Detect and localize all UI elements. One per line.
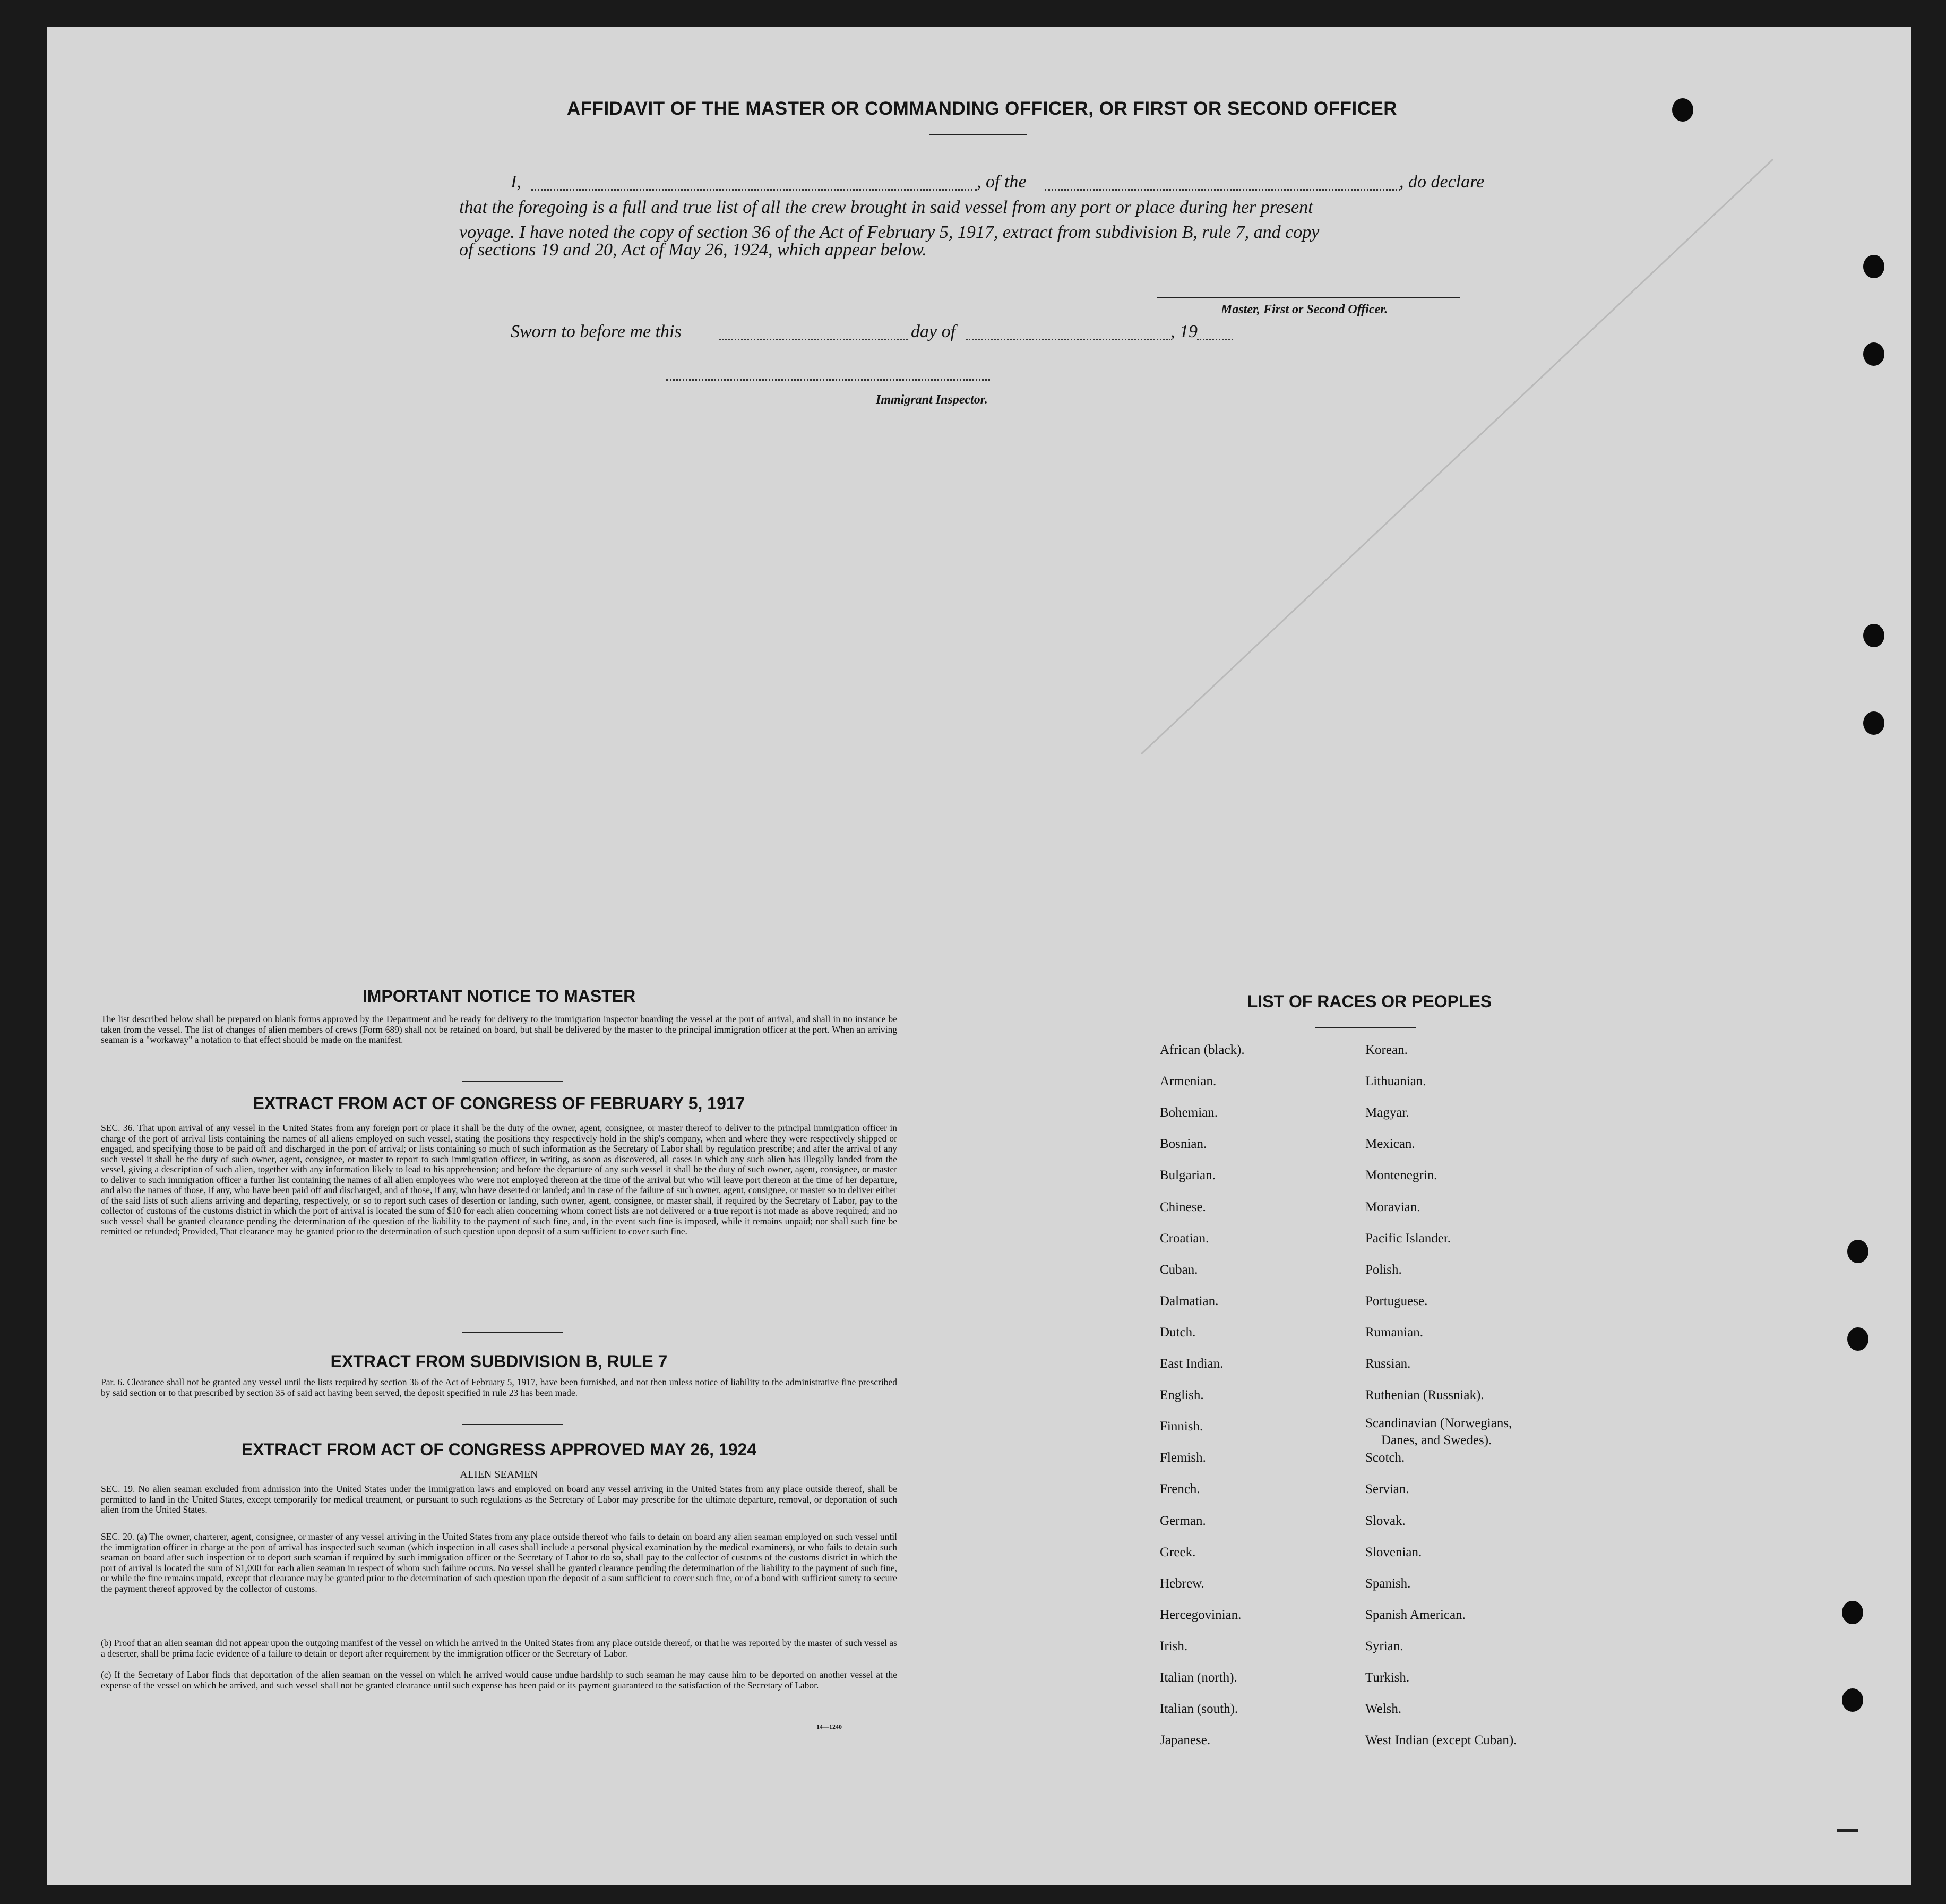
race-item: Ruthenian (Russniak). [1365, 1388, 1484, 1403]
races-left-column [1160, 1043, 1383, 1754]
race-item: Hebrew. [1160, 1576, 1204, 1591]
race-item: Lithuanian. [1365, 1074, 1426, 1089]
extract-rule7-title: EXTRACT FROM SUBDIVISION B, RULE 7 [330, 1352, 668, 1371]
race-item: East Indian. [1160, 1357, 1224, 1371]
race-item: Dutch. [1160, 1325, 1196, 1340]
race-item: Servian. [1365, 1482, 1409, 1497]
race-item: Portuguese. [1365, 1293, 1428, 1308]
notice-title: IMPORTANT NOTICE TO MASTER [362, 987, 636, 1006]
race-item: Flemish. [1160, 1451, 1206, 1465]
race-item: Rumanian. [1365, 1325, 1424, 1340]
race-item: Dalmatian. [1160, 1293, 1219, 1308]
race-item: Polish. [1365, 1262, 1402, 1277]
sworn-day-of-label: day of [911, 322, 956, 341]
affidavit-line-2: that the foregoing is a full and true list of all the crew brought in said vessel from any port or place during her present [459, 198, 1313, 217]
race-item: Spanish American. [1365, 1607, 1466, 1622]
race-item: Pacific Islander. [1365, 1231, 1451, 1246]
race-item: Scotch. [1365, 1451, 1405, 1465]
race-item-continuation: Danes, and Swedes). [1381, 1433, 1492, 1448]
race-item: Chinese. [1160, 1199, 1206, 1214]
divider [462, 1424, 563, 1425]
affidavit-line-4: of sections 19 and 20, Act of May 26, 1924, which appear below. [459, 240, 927, 260]
race-item: Armenian. [1160, 1074, 1217, 1089]
race-item: Slovenian. [1365, 1545, 1422, 1559]
race-item: Hercegovinian. [1160, 1607, 1242, 1622]
affidavit-line-3: voyage. I have noted the copy of section 36 of the Act of February 5, 1917, extract from subdivision B, rule 7, and copy [459, 222, 1320, 242]
race-item: Mexican. [1365, 1137, 1415, 1152]
race-item: Scandinavian (Norwegians, [1365, 1416, 1512, 1431]
race-item: Finnish. [1160, 1419, 1203, 1434]
race-item: Bosnian. [1160, 1137, 1207, 1152]
race-item: German. [1160, 1513, 1206, 1528]
race-item: Russian. [1365, 1357, 1411, 1371]
race-item: Moravian. [1365, 1199, 1420, 1214]
affidavit-title: AFFIDAVIT OF THE MASTER OR COMMANDING OFFICER, OR FIRST OR SECOND OFFICER [566, 98, 1398, 119]
race-item: Magyar. [1365, 1105, 1409, 1120]
alien-seamen-subtitle: ALIEN SEAMEN [460, 1469, 538, 1480]
master-signature-label: Master, First or Second Officer. [1221, 303, 1388, 316]
affidavit-do-declare-label: , do declare [1399, 172, 1485, 192]
inspector-label: Immigrant Inspector. [876, 393, 988, 407]
affidavit-of-the-label: , of the [977, 172, 1027, 192]
affidavit-i-label: I, [511, 172, 521, 192]
races-title: LIST OF RACES OR PEOPLES [1247, 992, 1492, 1011]
race-item: Greek. [1160, 1545, 1196, 1559]
race-item: Montenegrin. [1365, 1168, 1437, 1183]
sec-19-body: SEC. 19. No alien seaman excluded from admission into the United States under the immigration laws and employed on board any vessel arriving in the United States from any place outside thereof, shall be permitted to land in the United States, except temporarily for medical treatment, or pursuant to such regulations as the Secretary of Labor may prescribe for the ultimate departure, removal, or deportation of such alien from the United States. [101, 1483, 897, 1515]
race-item: Welsh. [1365, 1702, 1402, 1717]
race-item: Croatian. [1160, 1231, 1209, 1246]
race-item: Bulgarian. [1160, 1168, 1216, 1183]
divider [462, 1332, 563, 1333]
sec-20a-body: SEC. 20. (a) The owner, charterer, agent, consignee, or master of any vessel arriving in the United States from any place outside thereof who fails to detain on board any alien seaman employed on such vessel until the immigration officer in charge at the port of arrival has inspected such seaman (which inspection in all cases shall include a personal physical examination by the medical examiners), or who fails to detain such seaman on board after such inspection or to deport such seaman if required by such immigration officer or the Secretary of Labor to do so, shall pay to the collector of customs of the customs district in which the port of arrival is located the sum of $1,000 for each alien seaman in respect of whom such failure occurs. No vessel shall be granted clearance pending the determination of the liability to the payment of such fine, or while the fine remains unpaid, except that clearance may be granted prior to the determination of such question upon the deposit of a sum sufficient to cover such fine, or of a bond with sufficient surety to secure the payment thereof approved by the collector of customs. [101, 1531, 897, 1594]
race-item: Italian (north). [1160, 1670, 1237, 1685]
divider [462, 1081, 563, 1082]
race-item: Cuban. [1160, 1262, 1198, 1277]
race-item: Syrian. [1365, 1639, 1403, 1653]
races-right-column [1365, 1043, 1588, 1754]
extract-1924-title: EXTRACT FROM ACT OF CONGRESS APPROVED MAY 26, 1924 [241, 1440, 757, 1459]
race-item: Slovak. [1365, 1513, 1406, 1528]
sworn-label: Sworn to before me this [511, 322, 682, 341]
race-item: English. [1160, 1388, 1204, 1403]
extract-rule7-body: Par. 6. Clearance shall not be granted any vessel until the lists required by section 36 of the Act of February 5, 1917, have been furnished, and not then unless notice of liability to the administrative fine prescribed by said section or to that prescribed by section 35 of said act having been served, the deposit specified in rule 23 has been made. [101, 1377, 897, 1398]
sec-20c-body: (c) If the Secretary of Labor finds that deportation of the alien seaman on the vessel on which he arrived would cause undue hardship to such seaman he may cause him to be deported on another vessel at the expense of the vessel on which he arrived, and such vessel shall not be granted clearance until such expense has been paid or its payment guaranteed to the satisfaction of the Secretary of Labor. [101, 1669, 897, 1691]
race-item: African (black). [1160, 1043, 1245, 1057]
race-item: Spanish. [1365, 1576, 1411, 1591]
sec-20b-body: (b) Proof that an alien seaman did not appear upon the outgoing manifest of the vessel on which he arrived in the United States from any place outside thereof, or that he was reported by the master of such vessel as a deserter, shall be prima facie evidence of a failure to detain or deport after requirement by the immigration officer or the Secretary of Labor. [101, 1637, 897, 1659]
race-item: West Indian (except Cuban). [1365, 1733, 1517, 1748]
race-item: French. [1160, 1482, 1200, 1497]
race-item: Irish. [1160, 1639, 1188, 1653]
form-number: 14—1240 [816, 1723, 842, 1730]
notice-body: The list described below shall be prepared on blank forms approved by the Department and be ready for delivery to the immigration inspector boarding the vessel at the port of arrival, and shall in no instance be taken from the vessel. The list of changes of alien members of crews (Form 689) shall not be retained on board, but shall be delivered by the master to the principal immigration officer at the port. When an arriving seaman is a "workaway" a notation to that effect should be made on the manifest. [101, 1014, 897, 1045]
race-item: Italian (south). [1160, 1702, 1238, 1717]
extract-1917-title: EXTRACT FROM ACT OF CONGRESS OF FEBRUARY 5, 1917 [253, 1094, 745, 1113]
extract-1917-body: SEC. 36. That upon arrival of any vessel in the United States from any foreign port or place it shall be the duty of the owner, agent, consignee, or master thereof to deliver to the principal immigration officer in charge of the port of arrival lists containing the names of all aliens employed on such vessel, stating the positions they respectively hold in the ship's company, when and where they were respectively shipped or engaged, and specifying those to be paid off and discharged in the port of arrival; or lists containing so much of such information as the Secretary of Labor shall by regulation prescribe; and after the arrival of any such vessel it shall be the duty of such owner, agent, consignee, or master to report to such immigration officer, in writing, as soon as discovered, all cases in which any such alien has illegally landed from the vessel, giving a description of such alien, together with any information likely to lead to his apprehension; and before the departure of any such vessel it shall be the duty of such owner, agent, consignee, or master to deliver to such immigration officer a further list containing the names of all alien employees who were not employed thereon at the time of the arrival but who will leave port thereon at the time of her departure, and also the names of those, if any, who have been paid off and discharged, and of those, if any, who have deserted or landed; and in case of the failure of such owner, agent, consignee, or master so to deliver either of the said lists of such aliens arriving and departing, respectively, or so to report such cases of desertion or landing, such owner, agent, consignee, or master shall, if required by the Secretary of Labor, pay to the collector of customs of the customs district in which the port of arrival is located the sum of $10 for each alien concerning whom correct lists are not delivered or a true report is not made as above required; and no such vessel shall be granted clearance pending the determination of the question of the liability to the payment of such fine, and, in the event such fine is imposed, while it remains unpaid; nor shall such fine be remitted or refunded; Provided, That clearance may be granted prior to the determination of such question upon deposit of a sum sufficient to cover such fine. [101, 1122, 897, 1237]
race-item: Korean. [1365, 1043, 1408, 1057]
race-item: Japanese. [1160, 1733, 1211, 1748]
race-item: Bohemian. [1160, 1105, 1218, 1120]
race-item: Turkish. [1365, 1670, 1410, 1685]
sworn-year-label: , 19 [1170, 322, 1198, 341]
races-title-underline [1315, 1027, 1416, 1028]
